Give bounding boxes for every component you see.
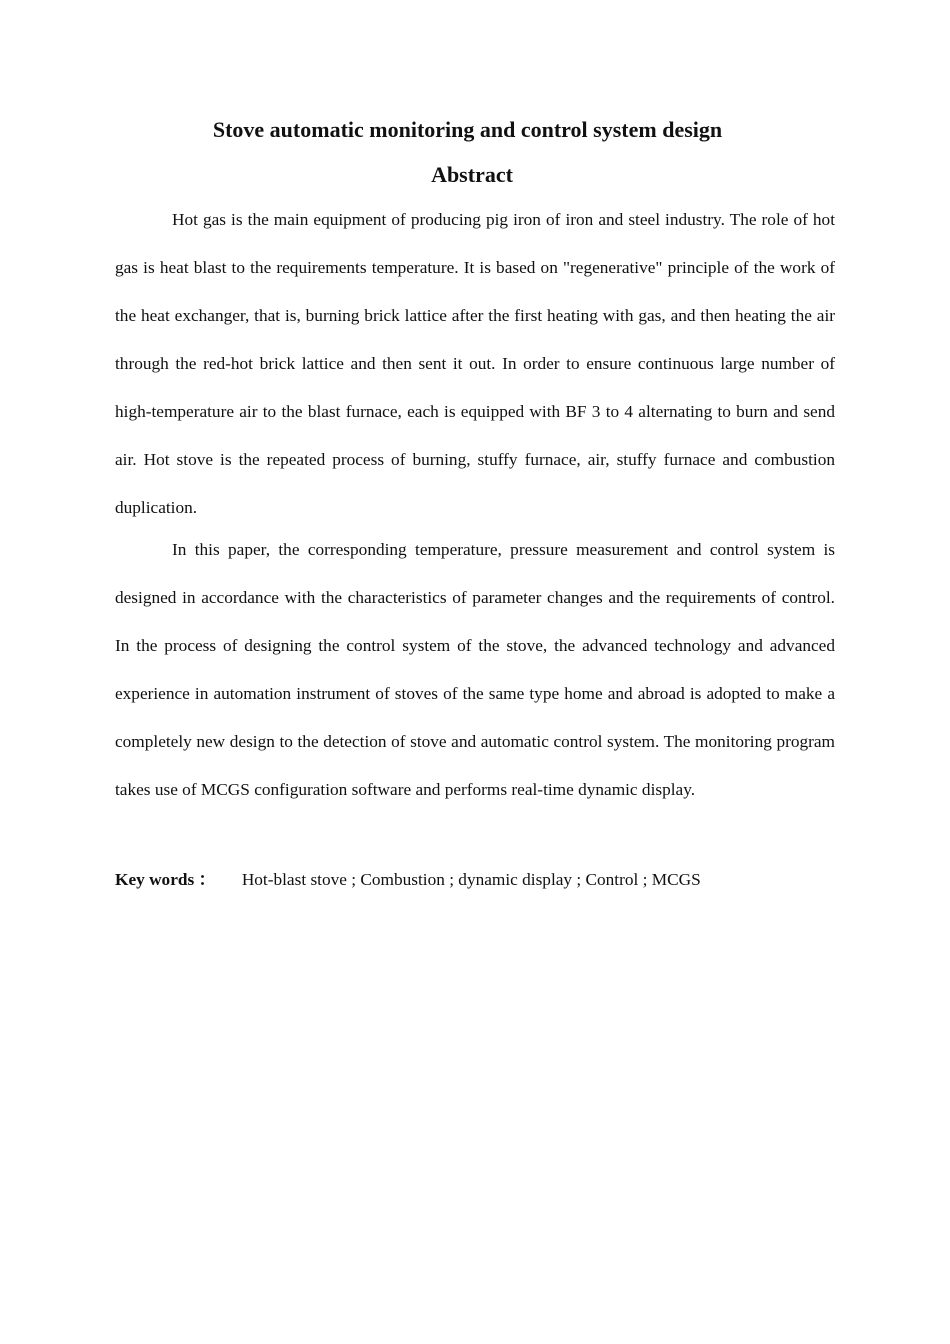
keywords-label: Key words ：	[115, 870, 216, 889]
paper-title: Stove automatic monitoring and control system design	[212, 117, 723, 142]
keywords-line	[115, 866, 835, 894]
keywords-values: Hot-blast stove ; Combustion ; dynamic display ; Control ; MCGS	[241, 870, 701, 889]
abstract-paragraph-1: Hot gas is the main equipment of producing pig iron of iron and steel industry. The role of hot gas is heat blast to the requirements temperature. It is based on "regenerative" principle of the work of the heat exchanger, that is, burning brick lattice after the first heating with gas, and then heating the air through the red-hot brick lattice and then sent it out. In order to ensure continuous large number of high-temperature air to the blast furnace, each is equipped with BF 3 to 4 alternating to burn and send air. Hot stove is the repeated process of burning, stuffy furnace, air, stuffy furnace and combustion duplication.	[115, 210, 835, 517]
abstract-paragraph-2: In this paper, the corresponding temperature, pressure measurement and control system is designed in accordance with the characteristics of parameter changes and the requirements of control. In the process of designing the control system of the stove, the advanced technology and advanced experience in automation instrument of stoves of the same type home and abroad is adopted to make a completely new design to the detection of stove and automatic control system. The monitoring program takes use of MCGS configuration software and performs real-time dynamic display.	[115, 540, 835, 799]
abstract-heading: Abstract	[431, 162, 513, 187]
